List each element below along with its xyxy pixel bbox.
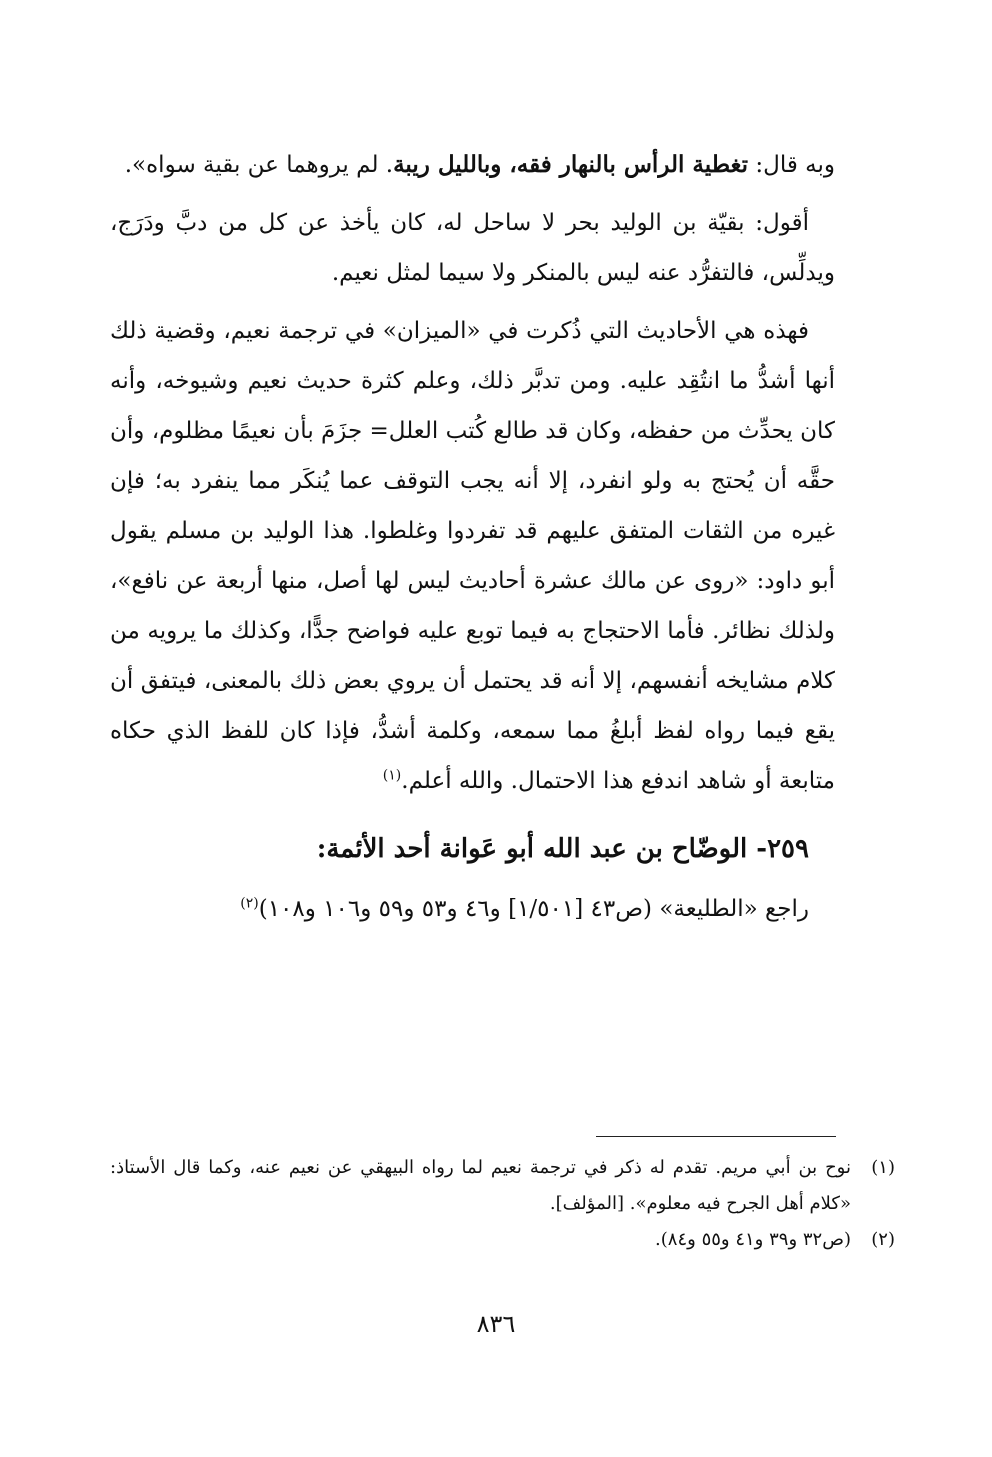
paragraph-3 <box>110 306 835 806</box>
entry-heading-259: ٢٥٩- الوضّاح بن عبد الله أبو عَوانة أحد الأئمة: <box>316 834 809 864</box>
footnote-1-number: (١) <box>871 1157 895 1178</box>
footnote-2 <box>110 1222 895 1258</box>
footnote-1 <box>110 1150 895 1222</box>
footnote-1-text: نوح بن أبي مريم. تقدم له ذكر في ترجمة نعيم لما رواه البيهقي عن نعيم عنه، وكما قال الأستاذ: «كلام أهل الجرح فيه معلوم». [المؤلف]. <box>110 1157 851 1214</box>
footnote-2-number: (٢) <box>871 1229 895 1250</box>
paragraph-1-prefix: وبه قال: <box>748 152 835 178</box>
footnote-ref-2[interactable]: (٢) <box>240 895 259 912</box>
paragraph-4-text: راجع «الطليعة» (ص٤٣ [١/٥٠١] و٤٦ و٥٣ و٥٩ و١٠٦ و١٠٨) <box>258 896 809 922</box>
paragraph-3-text: فهذه هي الأحاديث التي ذُكرت في «الميزان» في ترجمة نعيم، وقضية ذلك أنها أشدُّ ما انتُقِد عليه. ومن تدبَّر ذلك، وعلم كثرة حديث نعيم وشيوخه، وأنه كان يحدِّث من حفظه، وكان قد طالع كُتب العلل= جزَمَ بأن نعيمًا مظلوم، وأن حقَّه أن يُحتج به ولو انفرد، إلا أنه يجب التوقف عما يُنكَر مما ينفرد به؛ فإن غيره من الثقات المتفق عليهم قد تفردوا وغلطوا. هذا الوليد بن مسلم يقول أبو داود: «روى عن مالك عشرة أحاديث ليس لها أصل، منها أربعة عن نافع»، ولذلك نظائر. فأما الاحتجاج به فيما توبع عليه فواضح جدًّا، وكذلك ما يرويه من كلام مشايخه أنفسهم، إلا أنه قد يحتمل أن يروي بعض ذلك بالمعنى، فيتفق أن يقع فيما رواه لفظ أبلغُ مما سمعه، وكلمة أشدُّ، فإذا كان للفظ الذي حكاه متابعة أو شاهد اندفع هذا الاحتمال. والله أعلم. <box>110 318 835 794</box>
paragraph-2: أقول: بقيّة بن الوليد بحر لا ساحل له، كان يأخذ عن كل من دبَّ ودَرَج، ويدلِّس، فالتفرُّد عنه ليس بالمنكر ولا سيما لمثل نعيم. <box>110 210 835 286</box>
paragraph-1-suffix: . لم يروهما عن بقية سواه». <box>124 152 394 178</box>
footnote-ref-1[interactable]: (١) <box>382 767 402 784</box>
main-text <box>110 140 835 942</box>
footnote-divider <box>596 1136 836 1137</box>
footnote-2-text: (ص٣٢ و٣٩ و٤١ و٥٥ و٨٤). <box>655 1229 851 1250</box>
paragraph-4 <box>110 884 835 934</box>
paragraph-1-quote-bold: تغطية الرأس بالنهار فقه، وبالليل ريبة <box>393 151 749 178</box>
page-number: ٨٣٦ <box>476 1310 516 1338</box>
paragraph-1 <box>110 140 835 190</box>
footnotes <box>110 1150 895 1258</box>
